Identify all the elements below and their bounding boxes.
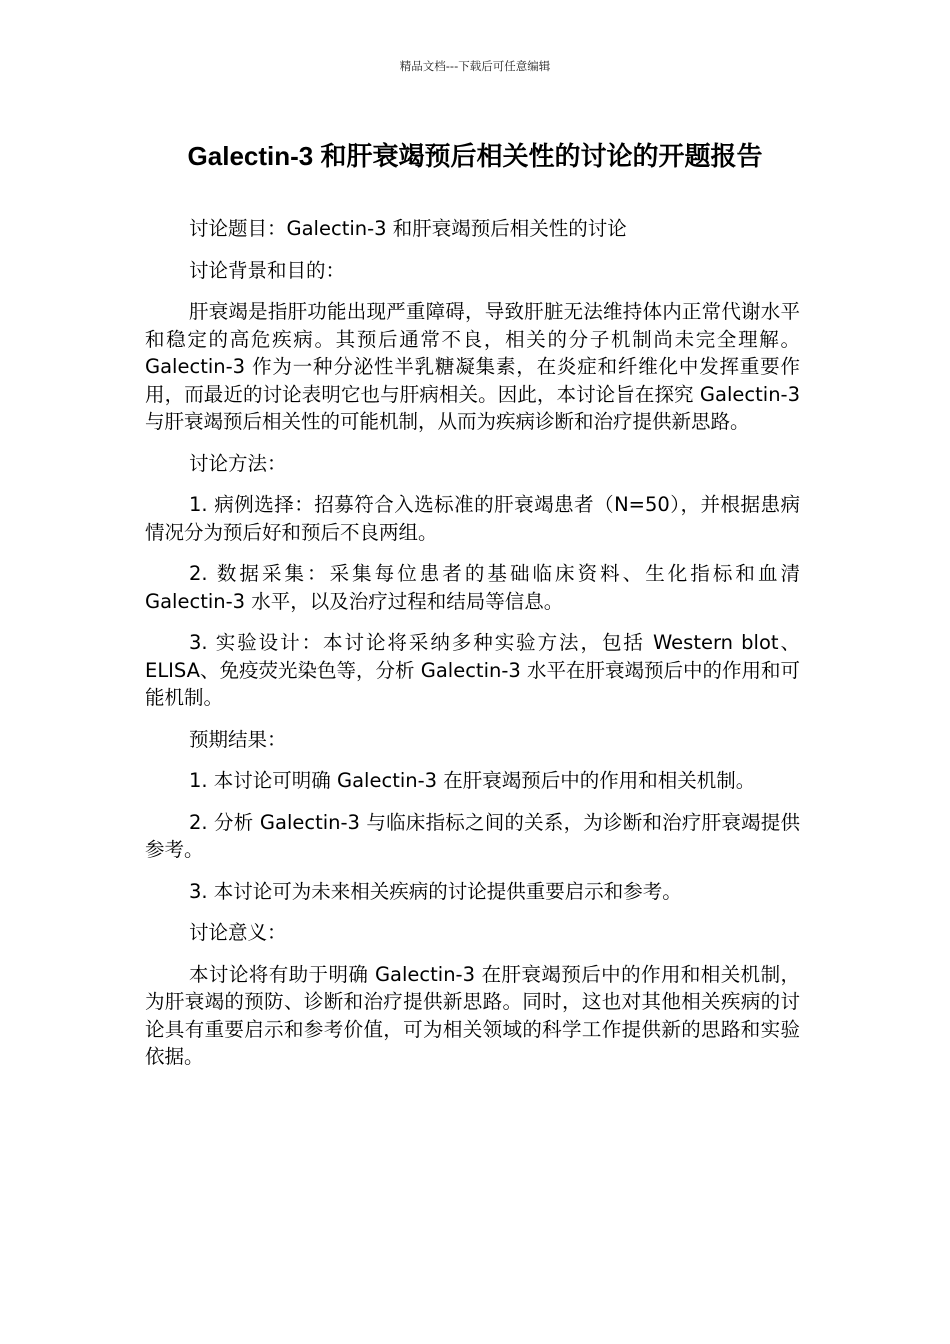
result-item-2: 2. 分析 Galectin-3 与临床指标之间的关系，为诊断和治疗肝衰竭提供参考。 [145,810,800,861]
section-heading-results: 预期结果： [189,727,287,751]
method-item-3: 3. 实验设计：本讨论将采纳多种实验方法，包括 Western blot、ELISA、免疫荧光染色等，分析 Galectin-3 水平在肝衰竭预后中的作用和可能机制。 [145,631,800,709]
significance-paragraph: 本讨论将有助于明确 Galectin-3 在肝衰竭预后中的作用和相关机制，为肝衰竭的预防、诊断和治疗提供新思路。同时，这也对其他相关疾病的讨论具有重要启示和参考价值，可为相关领域的科学工作提供新的思路和实验依据。 [145,962,800,1068]
result-item-3: 3. 本讨论可为未来相关疾病的讨论提供重要启示和参考。 [189,879,682,903]
method-item-1: 1. 病例选择：招募符合入选标准的肝衰竭患者（N=50），并根据患病情况分为预后好和预后不良两组。 [145,493,800,544]
method-item-2: 2. 数据采集：采集每位患者的基础临床资料、生化指标和血清 Galectin-3 水平，以及治疗过程和结局等信息。 [145,562,800,613]
section-heading-background: 讨论背景和目的： [189,258,346,282]
topic-line: 讨论题目：Galectin-3 和肝衰竭预后相关性的讨论 [189,217,627,240]
section-heading-methods: 讨论方法： [189,451,287,475]
section-heading-significance: 讨论意义： [189,921,287,944]
result-item-1: 1. 本讨论可明确 Galectin-3 在肝衰竭预后中的作用和相关机制。 [189,769,756,792]
document-title: Galectin-3 和肝衰竭预后相关性的讨论的开题报告 [187,141,763,171]
background-paragraph: 肝衰竭是指肝功能出现严重障碍，导致肝脏无法维持体内正常代谢水平和稳定的高危疾病。其预后通常不良，相关的分子机制尚未完全理解。Galectin-3 作为一种分泌性半乳糖凝集素，在炎症和纤维化中发挥重要作用，而最近的讨论表明它也与肝病相关。因此，本讨论旨在探究 Galectin-3 与肝衰竭预后相关性的可能机制，从而为疾病诊断和治疗提供新思路。 [145,300,800,433]
document-body [145,215,800,1085]
header-note: 精品文档---下载后可任意编辑 [399,59,551,73]
